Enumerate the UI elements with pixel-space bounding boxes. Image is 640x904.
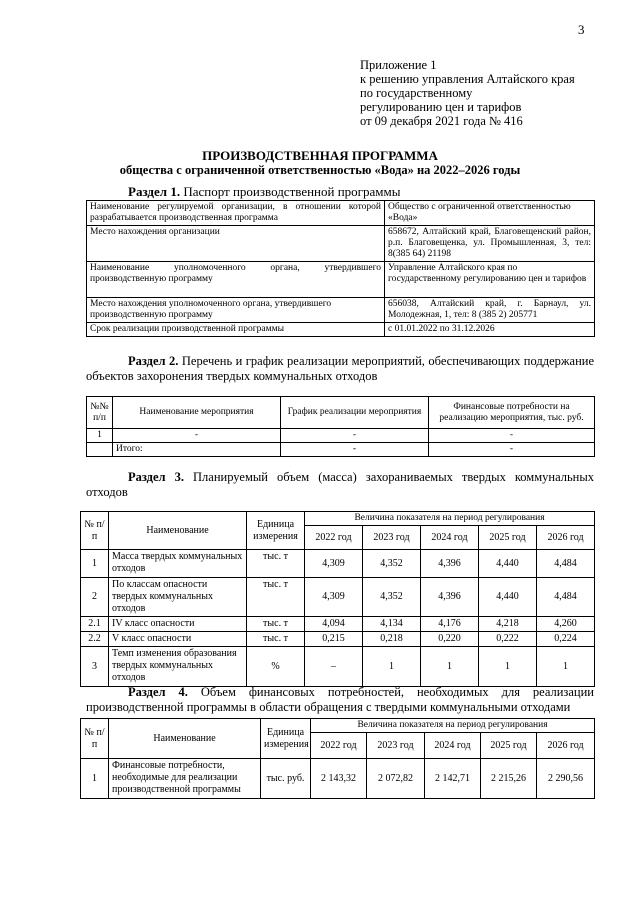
value-cell: 4,260 — [537, 617, 595, 632]
row-name: Масса твердых коммунальных отходов — [109, 550, 247, 578]
section4-title: Объем финансовых потребностей, необходимых для реализации производственной программы в области обращения с твердыми коммунальными отходами — [86, 685, 594, 714]
document-subtitle: общества с ограниченной ответственностью «Вода» на 2022–2026 годы — [119, 163, 521, 177]
row-unit: % — [247, 647, 305, 687]
value-cell: 4,094 — [305, 617, 363, 632]
year-header: 2024 год — [425, 733, 481, 759]
value-cell: 2 072,82 — [367, 759, 425, 799]
value-cell: 4,309 — [305, 578, 363, 617]
row-name: По классам опасности твердых коммунальных отходов — [109, 578, 247, 617]
passport-cell-value: 656038, Алтайский край, г. Барнаул, ул. Молодежная, 1, тел: 8 (385 2) 205771 — [385, 298, 595, 323]
value-cell: 1 — [421, 647, 479, 687]
row-number: 2 — [81, 578, 109, 617]
column-header: Величина показателя на период регулирования — [311, 719, 595, 733]
row-number: 2.2 — [81, 632, 109, 647]
section2-label: Раздел 2. — [128, 354, 179, 368]
value-cell: 2 290,56 — [537, 759, 595, 799]
document-title: ПРОИЗВОДСТВЕННАЯ ПРОГРАММА — [202, 148, 438, 163]
value-cell: – — [305, 647, 363, 687]
year-header: 2025 год — [481, 733, 537, 759]
passport-cell-label: Наименование регулируемой организации, в отношении которой разрабатывается производственная программа — [87, 201, 385, 226]
section4-heading — [86, 685, 594, 715]
section2-title: Перечень и график реализации мероприятий, обеспечивающих поддержание объектов захоронения твердых коммунальных отходов — [86, 354, 594, 383]
value-cell: 1 — [363, 647, 421, 687]
value-cell: 0,222 — [479, 632, 537, 647]
passport-cell-value: Общество с ограниченной ответственностью «Вода» — [385, 201, 595, 226]
row-unit: тыс. руб. — [261, 759, 311, 799]
passport-cell-value: Управление Алтайского края по государственному регулированию цен и тарифов — [385, 262, 595, 298]
column-header: № п/п — [81, 512, 109, 550]
value-cell: 4,176 — [421, 617, 479, 632]
column-header: № п/ п — [81, 719, 109, 759]
value-cell: 0,220 — [421, 632, 479, 647]
table-row — [87, 201, 595, 226]
column-header: Финансовые потребности на реализацию мероприятия, тыс. руб. — [429, 397, 595, 429]
table-row — [81, 647, 595, 687]
passport-cell-value: 658672, Алтайский край, Благовещенский район, р.п. Благовещенка, ул. Промышленная, 3, тел: 8(385 64) 21198 — [385, 226, 595, 262]
table-row — [81, 759, 595, 799]
passport-cell-label: Место нахождения организации — [87, 226, 385, 262]
year-header: 2023 год — [367, 733, 425, 759]
table-cell — [87, 443, 113, 457]
value-cell: 2 215,26 — [481, 759, 537, 799]
section3-title: Планируемый объем (масса) захораниваемых твердых коммунальных отходов — [86, 470, 595, 499]
year-header: 2025 год — [479, 526, 537, 550]
year-header: 2024 год — [421, 526, 479, 550]
value-cell: 4,309 — [305, 550, 363, 578]
table-cell: - — [429, 429, 595, 443]
table-cell: - — [281, 443, 429, 457]
column-header: Наименование мероприятия — [113, 397, 281, 429]
appendix-line: по государственному — [360, 86, 473, 100]
row-number: 1 — [81, 550, 109, 578]
row-name: Финансовые потребности, необходимые для реализации производственной программы — [109, 759, 261, 799]
table-cell: - — [281, 429, 429, 443]
section4-label: Раздел 4. — [128, 685, 188, 699]
row-unit: тыс. т — [247, 550, 305, 578]
column-header: №№ п/п — [87, 397, 113, 429]
value-cell: 4,484 — [537, 550, 595, 578]
column-header: Наименование — [109, 719, 261, 759]
appendix-block — [360, 58, 575, 128]
table-row — [81, 550, 595, 578]
row-name: Темп изменения образования твердых коммунальных отходов — [109, 647, 247, 687]
table-header-row — [81, 512, 595, 526]
value-cell: 4,396 — [421, 550, 479, 578]
value-cell: 1 — [537, 647, 595, 687]
value-cell: 1 — [479, 647, 537, 687]
table-header-row — [87, 397, 595, 429]
row-name: V класс опасности — [109, 632, 247, 647]
page-number: 3 — [578, 22, 585, 37]
table-row — [81, 617, 595, 632]
value-cell: 0,224 — [537, 632, 595, 647]
column-header: Единица измерения — [247, 512, 305, 550]
table-header-row — [81, 719, 595, 733]
passport-table — [86, 200, 595, 337]
table-row — [87, 443, 595, 457]
column-header: Наименование — [109, 512, 247, 550]
value-cell: 4,218 — [479, 617, 537, 632]
table-cell: - — [429, 443, 595, 457]
section3-heading — [86, 470, 594, 500]
table-cell: 1 — [87, 429, 113, 443]
value-cell: 4,352 — [363, 578, 421, 617]
table-row — [81, 632, 595, 647]
value-cell: 4,396 — [421, 578, 479, 617]
table-cell: Итого: — [113, 443, 281, 457]
row-number: 1 — [81, 759, 109, 799]
column-header: Величина показателя на период регулирования — [305, 512, 595, 526]
year-header: 2022 год — [311, 733, 367, 759]
row-unit: тыс. т — [247, 578, 305, 617]
row-number: 2.1 — [81, 617, 109, 632]
value-cell: 4,440 — [479, 578, 537, 617]
row-unit: тыс. т — [247, 617, 305, 632]
table-row — [87, 262, 595, 298]
table-row — [87, 298, 595, 323]
column-header: График реализации мероприятия — [281, 397, 429, 429]
section1-title: Паспорт производственной программы — [183, 184, 401, 199]
table-row — [87, 226, 595, 262]
section3-label: Раздел 3. — [128, 470, 184, 484]
table-row — [87, 323, 595, 337]
value-cell: 4,352 — [363, 550, 421, 578]
table-row — [81, 578, 595, 617]
value-cell: 2 143,32 — [311, 759, 367, 799]
year-header: 2023 год — [363, 526, 421, 550]
value-cell: 2 142,71 — [425, 759, 481, 799]
table-cell: - — [113, 429, 281, 443]
measures-table — [86, 396, 595, 457]
row-name: IV класс опасности — [109, 617, 247, 632]
row-number: 3 — [81, 647, 109, 687]
section1-label: Раздел 1. — [128, 184, 181, 199]
value-cell: 0,215 — [305, 632, 363, 647]
appendix-line: от 09 декабря 2021 года № 416 — [360, 114, 523, 128]
table-row — [87, 429, 595, 443]
value-cell: 4,440 — [479, 550, 537, 578]
year-header: 2026 год — [537, 733, 595, 759]
row-unit: тыс. т — [247, 632, 305, 647]
finance-table — [80, 718, 595, 799]
year-header: 2022 год — [305, 526, 363, 550]
value-cell: 4,484 — [537, 578, 595, 617]
column-header: Единица измерения — [261, 719, 311, 759]
value-cell: 0,218 — [363, 632, 421, 647]
volume-table — [80, 511, 595, 687]
passport-cell-label: Наименование уполномоченного органа, утвердившего производственную программу — [87, 262, 385, 298]
section1-heading — [128, 184, 400, 199]
appendix-line: регулированию цен и тарифов — [360, 100, 522, 114]
value-cell: 4,134 — [363, 617, 421, 632]
passport-cell-label: Место нахождения уполномоченного органа, утвердившего производственную программу — [87, 298, 385, 323]
year-header: 2026 год — [537, 526, 595, 550]
appendix-line: Приложение 1 — [360, 58, 437, 72]
passport-cell-label: Срок реализации производственной программы — [87, 323, 385, 337]
passport-cell-value: с 01.01.2022 по 31.12.2026 — [385, 323, 595, 337]
section2-heading — [86, 354, 594, 384]
appendix-line: к решению управления Алтайского края — [360, 72, 575, 86]
